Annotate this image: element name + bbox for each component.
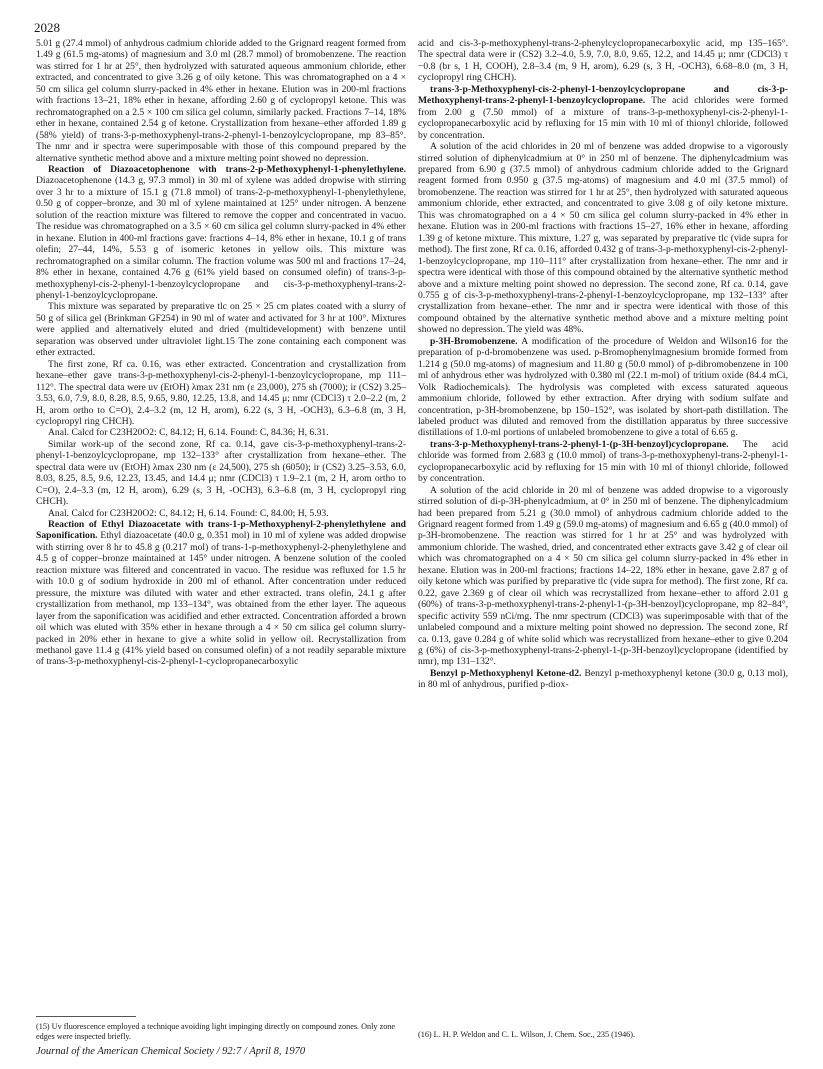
paragraph-text: Similar work-up of the second zone, Rf ca. 0.14, gave cis-3-p-methoxyphenyl-trans-2-phenyl-1-benzoylcyclopropane, mp 132–133° after crystallization from hexane–ether. The spectral data were uv (EtOH) λmax 230 nm (ε 24,500), 275 sh (6050); ir (CS2) 3.25–3.53, 6.0, 8.03, 8.25, 8.5, 9.6, 12.23, 13.45, and 14.4 μ; nmr (CDCl3) τ 1.9–2.1 (m, 2 H, arom ortho to C=O), 2.4–3.3 (m, 12 H, arom), 6.29 (s, 3 H, -OCH3), 6.3–6.8 (m, 3 H, cyclopropyl ring CHCH).: [36, 438, 406, 508]
paragraph: [36, 427, 406, 438]
paragraph-text: Anal. Calcd for C23H20O2: C, 84.12; H, 6.14. Found: C, 84.36; H, 6.31.: [48, 427, 329, 439]
paragraph-text: 5.01 g (27.4 mmol) of anhydrous cadmium chloride added to the Grignard reagent formed from 1.49 g (61.5 mg-atoms) of magnesium and 3.0 ml (28.7 mmol) of bromobenzene. The reaction was stirred for 1 hr at 25°, then hydrolyzed with saturated aqueous ammonium chloride, ether extracted, and concentrated to give 3.26 g of oily ketone. This was chromatographed on a 4 × 50 cm silica gel column slurry-packed in 4% ether in hexane. Elution was in 200-ml fractions with fractions 13–21, 18% ether in hexane, affording 2.60 g of cyclopropyl ketone. This was rechromatographed on a 2.5 × 100 cm silica gel column, similarly packed. Fractions 7–14, 18% ether in hexane, contained 2.54 g of ketone. Crystallization from hexane–ether afforded 1.89 g (58% yield) of trans-3-p-methoxyphenyl-trans-2-phenyl-1-benzoylcyclopropane, mp 83–85°. The nmr and ir spectra were superimposable with those of this compound prepared by the alternative synthetic method above and a mixture melting point showed no depression.: [36, 38, 406, 164]
paragraph-text: A solution of the acid chlorides in 20 ml of benzene was added dropwise to a vigorously stirred solution of diphenylcadmium at 0° in 250 ml of benzene. The diphenylcadmium was prepared from 6.90 g (37.5 mmol) of anhydrous cadmium chloride added to the Grignard reagent formed from 0.950 g (37.5 mg-atoms) of magnesium and 4.0 ml (37.5 mmol) of bromobenzene. The reaction was stirred for 1 hr at 25°, then hydrolyzed with saturated aqueous ammonium chloride, ether extracted, and concentrated to give 3.08 g of oily ketone mixture. This was chromatographed on a 4 × 50 cm silica gel column slurry-packed in 4% ether in hexane. Elution was in 200-ml fractions with fractions 15–27, 16% ether in hexane, affording 1.39 g of ketone mixture. This mixture, 1.27 g, was separated by preparative tlc (vide supra for method). The first zone, Rf ca. 0.16, afforded 0.432 g of trans-3-p-methoxyphenyl-cis-2-phenyl-1-benzoylcyclopropane, mp 110–111° after crystallization from hexane–ether. The nmr and ir spectra were identical with those of this compound obtained by the alternative synthetic method above and a mixture melting point showed no depression. The second zone, Rf ca. 0.14, gave 0.755 g of cis-3-p-methoxyphenyl-trans-2-phenyl-1-benzoylcyclopropane, mp 132–133° after crystallization from hexane–ether. The nmr and ir spectra were identical with those of this compound obtained by the alternative synthetic method above and a mixture melting point showed no depression. The yield was 48%.: [418, 141, 788, 336]
section-heading: Reaction of Ethyl Diazoacetate with trans-1-p-Methoxyphenyl-2-phenylethylene and Saponification.: [36, 519, 406, 542]
paragraph: [36, 439, 406, 508]
paragraph-text: The acid chloride was formed from 2.683 g (10.0 mmol) of trans-3-p-methoxyphenyl-trans-2-phenyl-1-cyclopropanecarboxylic acid by refluxing for 15 min with 10 ml of thionyl chloride, followed by concentration.: [418, 438, 788, 485]
paragraph: [36, 164, 406, 301]
paragraph: [36, 301, 406, 358]
section-heading: trans-3-p-Methoxyphenyl-cis-2-phenyl-1-benzoylcyclopropane and cis-3-p-Methoxyphenyl-trans-2-phenyl-1-benzoylcyclopropane.: [418, 83, 788, 107]
paragraph-text: Diazoacetophenone (14.3 g, 97.3 mmol) in 30 ml of xylene was added dropwise with stirring over 3 hr to a mixture of 15.1 g (71.8 mmol) of trans-2-p-methoxyphenyl-1-phenylethylene, 0.50 g of copper–bronze, and 30 ml of xylene maintained at 125° under nitrogen. A benzene solution of the reaction mixture was filtered to remove the copper and concentrated in vacuo. The residue was chromatographed on a 3.5 × 60 cm silica gel column slurry-packed in 4% ether in hexane. Elution in 400-ml fractions gave: fractions 4–14, 8% ether in hexane, 10.1 g of trans olefin; 27–44, 14%, 5.53 g of isomeric ketones in yellow oils. This mixture was rechromatographed on a similar column. The fraction volume was 500 ml and fractions 17–24, 8% ether in hexane, contained 4.76 g (61% yield based on consumed olefin) of trans-3-p-methoxyphenyl-cis-2-phenyl-1-benzoylcyclopropane and cis-3-p-methoxyphenyl-trans-2-phenyl-1-benzoylcyclopropane.: [36, 175, 406, 301]
paragraph: [418, 668, 788, 691]
paragraph: [418, 38, 788, 84]
footnote-16: (16) L. H. P. Weldon and C. L. Wilson, J. Chem. Soc., 235 (1946).: [418, 1030, 636, 1039]
page-number: 2028: [34, 20, 60, 35]
paragraph-text: A solution of the acid chloride in 20 ml of benzene was added dropwise to a vigorously stirred solution of di-p-3H-phenylcadmium, at 0° in 250 ml of benzene. The diphenylcadmium had been prepared from 5.21 g (30.0 mmol) of anhydrous cadmium chloride added to the Grignard reagent formed from 1.49 g (59.0 mg-atoms) of magnesium and 6.65 g (40.0 mmol) of p-3H-bromobenzene. The reaction was stirred for 1 hr at 25° and was hydrolyzed with ammonium chloride. The washed, dried, and concentrated ether extracts gave 3.42 g of clear oil which was chromatographed on a 4 × 50 cm silica gel column slurry-packed in 4% ether in hexane. Elution was in 200-ml fractions; fractions 14–22, 18% ether in hexane, gave 2.87 g of oily ketone which was purified by preparative tlc (vide supra for method). The first zone, Rf ca. 0.22, gave 2.369 g of clear oil which was recrystallized from hexane–ether to afford 2.01 g (60%) of trans-3-p-methoxyphenyl-trans-2-phenyl-1-(p-3H-benzoyl)cyclopropane, mp 82–84°, specific activity 559 nCi/mg. The nmr spectrum (CDCl3) was superimposable with that of the unlabeled compound and a mixture melting point showed no depression. The second zone, Rf ca. 0.13, gave 0.284 g of white solid which was recrystallized from hexane–ether to give 0.204 g (6%) of cis-3-p-methoxyphenyl-trans-2-phenyl-1-(p-3H-benzoyl)cyclopropane (identified by nmr), mp 131–132°.: [418, 484, 788, 668]
section-heading: trans-3-p-Methoxyphenyl-trans-2-phenyl-1-(p-3H-benzoyl)cyclopropane.: [430, 438, 729, 450]
paragraph: [418, 485, 788, 668]
paragraph: [36, 519, 406, 668]
section-heading: Benzyl p-Methoxyphenyl Ketone-d2.: [430, 667, 582, 679]
section-heading: p-3H-Bromobenzene.: [430, 335, 518, 347]
footnote-15: (15) Uv fluorescence employed a technique avoiding light impinging directly on compound zones. Only zone edges were inspected briefly.: [36, 1022, 396, 1041]
paragraph: [418, 84, 788, 141]
paragraph-text: Ethyl diazoacetate (40.0 g, 0.351 mol) in 10 ml of xylene was added dropwise with stirring over 8 hr to 45.8 g (0.217 mol) of trans-1-p-methoxyphenyl-2-phenylethylene and 4.5 g of copper–bronze maintained at 145° under nitrogen. A benzene solution of the cooled reaction mixture was filtered and concentrated in vacuo. The residue was refluxed for 1.5 hr with 10.0 g of sodium hydroxide in 200 ml of ethanol. After concentration under reduced pressure, the mixture was diluted with water and ether extracted. trans olefin, 24.1 g after crystallization from methanol, mp 133–134°, was obtained from the ether layer. The aqueous layer from the saponification was acidified and ether extracted. Concentration afforded a brown oil which was eluted with 35% ether in hexane through a 4 × 50 cm silica gel column slurry-packed in 20% ether in hexane to give a white solid in yellow oil. Recrystallization from methanol gave 11.4 g (41% yield based on consumed olefin) of a not readily separable mixture of trans-3-p-methoxyphenyl-cis-2-phenyl-1-cyclopropanecarboxylic: [36, 530, 406, 668]
paragraph-text: The first zone, Rf ca. 0.16, was ether extracted. Concentration and crystallization from hexane–ether gave trans-3-p-methoxyphenyl-cis-2-phenyl-1-benzoylcyclopropane, mp 111–112°. The spectral data were uv (EtOH) λmax 231 nm (ε 23,000), 275 sh (7000); ir (CS2) 3.25–3.53, 6.0, 7.9, 8.0, 8.28, 8.5, 9.65, 9.80, 12.25, 13.8, and 14.45 μ; nmr (CDCl3) τ 2.0–2.2 (m, 2 H, arom ortho to C=O), 2.4–3.2 (m, 12 H, arom), 6.22 (s, 3 H, -OCH3), 6.3–6.8 (m, 3 H, cyclopropyl ring CHCH).: [36, 358, 406, 427]
paragraph-text: This mixture was separated by preparative tlc on 25 × 25 cm plates coated with a slurry of 50 g of silica gel (Brinkman GF254) in 90 ml of water and activated for 3 hr at 100°. Mixtures were applied and alternatively eluted and dried (multidevelopment) with benzene until separation was observed under ultraviolet light.15 The zone containing each component was ether extracted.: [36, 301, 406, 359]
paragraph: [418, 336, 788, 439]
left-column: [36, 38, 406, 668]
footnote-divider: [36, 1016, 136, 1017]
journal-footer: Journal of the American Chemical Society / 92:7 / April 8, 1970: [36, 1046, 306, 1057]
paragraph: [36, 359, 406, 428]
paragraph-text: acid and cis-3-p-methoxyphenyl-trans-2-phenylcyclopropanecarboxylic acid, mp 135–165°. The spectral data were ir (CS2) 3.2–4.0, 5.9, 7.0, 8.0, 9.65, 12.2, and 14.45 μ; nmr (CDCl3) τ −0.8 (br s, 1 H, COOH), 2.8–3.4 (m, 9 H, arom), 6.29 (s, 3 H, -OCH3), 6.68–8.0 (m, 3 H, cyclopropyl ring CHCH).: [418, 38, 788, 84]
paragraph-text: A modification of the procedure of Weldon and Wilson16 for the preparation of p-d-bromobenzene was used. p-Bromophenylmagnesium bromide formed from 1.214 g (50.0 mg-atoms) of magnesium and 11.80 g (50.0 mmol) of p-dibromobenzene in 100 ml of anhydrous ether was hydrolyzed with 0.380 ml (22.1 m-mol) of tritium oxide (84.4 mCi, Volk Radiochemicals). The hydrolysis was completed with excess saturated aqueous ammonium chloride, followed by ether extraction. After drying with sodium sulfate and concentration, p-3H-bromobenzene, bp 150–152°, was isolated by short-path distillation. The labeled product was diluted and removed from the distillation apparatus by three successive distillations of 1.0-ml portions of unlabeled bromobenzene to give a total of 6.65 g.: [418, 335, 788, 439]
paragraph: [36, 508, 406, 519]
paragraph: [36, 38, 406, 164]
paragraph-text: The acid chlorides were formed from 2.00 g (7.50 mmol) of a mixture of trans-3-p-methoxyphenyl-cis-2-phenyl-1-cyclopropanecarboxylic acid by refluxing for 15 min with 10 ml of thionyl chloride, followed by concentration.: [418, 95, 788, 141]
paragraph: [418, 141, 788, 336]
paragraph: [418, 439, 788, 485]
paragraph-text: Benzyl p-methoxyphenyl ketone (30.0 g, 0.13 mol), in 80 ml of anhydrous, purified p-diox-: [418, 667, 788, 691]
right-column: [418, 38, 788, 691]
section-heading: Reaction of Diazoacetophenone with trans-2-p-Methoxyphenyl-1-phenylethylene.: [48, 163, 406, 175]
paragraph-text: Anal. Calcd for C23H20O2: C, 84.12; H, 6.14. Found: C, 84.00; H, 5.93.: [48, 507, 329, 519]
